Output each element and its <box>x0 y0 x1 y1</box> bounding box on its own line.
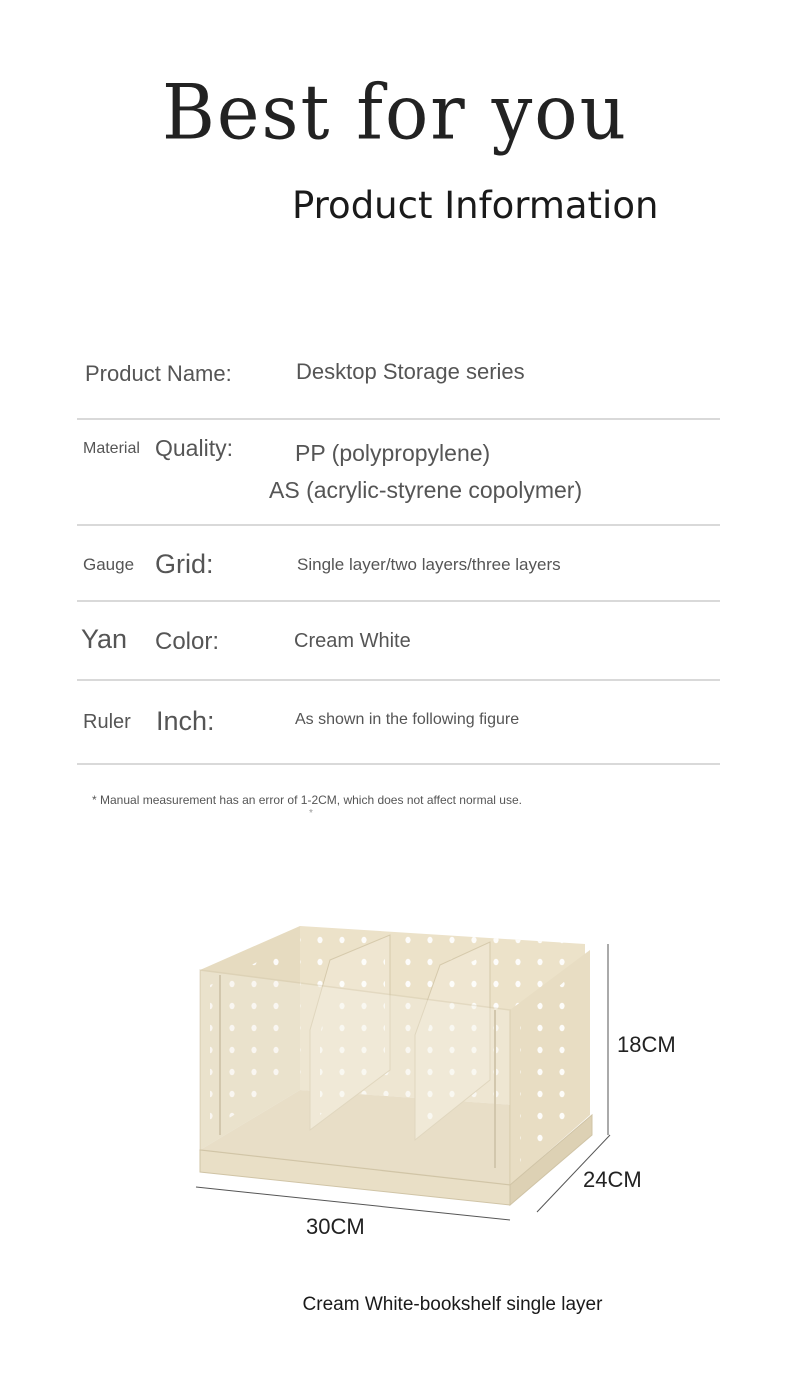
material-prefix: Material <box>83 440 140 457</box>
section-title: Product Information <box>292 184 659 227</box>
row-divider <box>77 524 720 526</box>
row-divider <box>77 418 720 420</box>
depth-dimension: 24CM <box>583 1167 642 1192</box>
yan-prefix: Yan <box>81 624 128 654</box>
inch-label: Inch: <box>156 706 215 736</box>
gauge-prefix: Gauge <box>83 555 135 574</box>
row-divider <box>77 600 720 602</box>
row-divider <box>77 763 720 765</box>
product-name-label: Product Name: <box>85 361 232 386</box>
color-label: Color: <box>155 628 220 655</box>
height-dimension: 18CM <box>617 1032 676 1057</box>
grid-value: Single layer/two layers/three layers <box>297 555 561 574</box>
dimension-lines <box>190 930 620 1230</box>
color-value: Cream White <box>294 630 411 652</box>
material-value-as: AS (acrylic-styrene copolymer) <box>269 477 583 503</box>
product-name-value: Desktop Storage series <box>296 359 525 384</box>
product-caption: Cream White-bookshelf single layer <box>302 1294 603 1315</box>
material-value-pp: PP (polypropylene) <box>295 440 491 466</box>
note-dot: * <box>309 808 313 819</box>
measurement-note: * Manual measurement has an error of 1-2CM, which does not affect normal use. <box>92 793 522 807</box>
width-dimension: 30CM <box>306 1214 365 1239</box>
grid-label: Grid: <box>155 549 214 579</box>
inch-value: As shown in the following figure <box>295 711 520 728</box>
headline: Best for you <box>162 67 628 157</box>
row-divider <box>77 679 720 681</box>
material-label: Quality: <box>155 435 233 461</box>
ruler-prefix: Ruler <box>83 711 131 733</box>
